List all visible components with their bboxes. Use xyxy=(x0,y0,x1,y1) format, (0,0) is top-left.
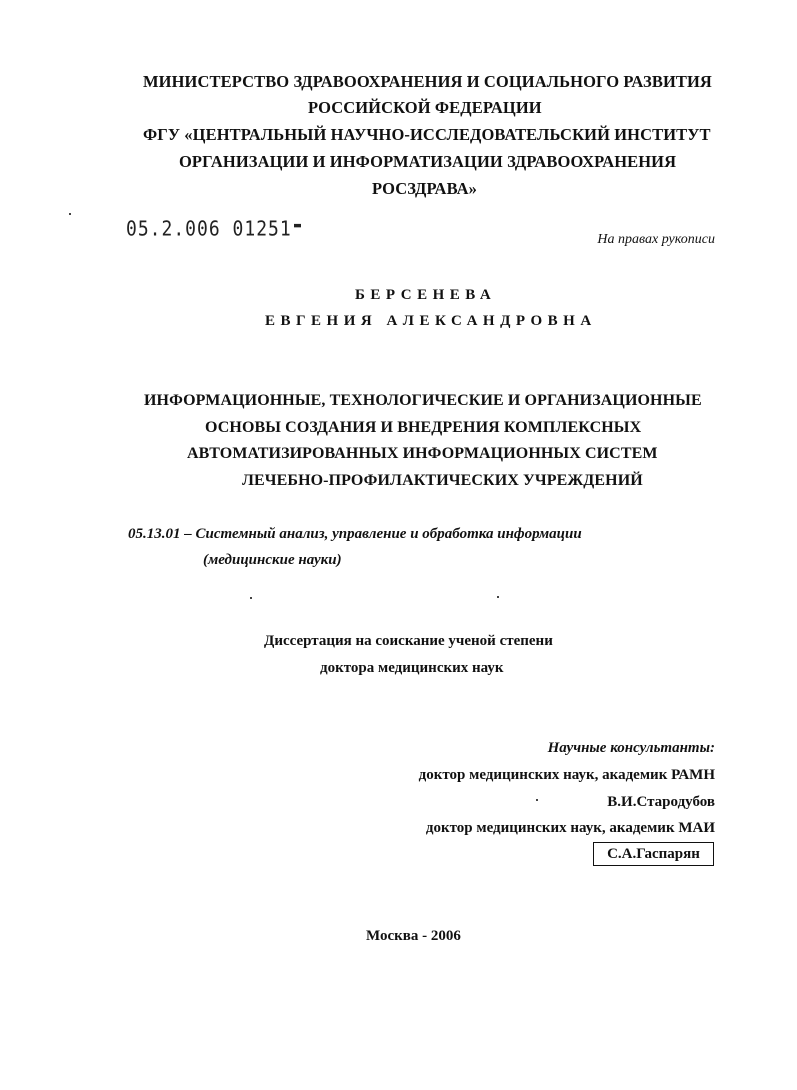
institute-line-2: ОРГАНИЗАЦИИ И ИНФОРМАТИЗАЦИИ ЗДРАВООХРАНЕНИЯ xyxy=(179,152,677,171)
title-line-3: АВТОМАТИЗИРОВАННЫХ ИНФОРМАЦИОННЫХ СИСТЕМ xyxy=(187,445,658,462)
specialty-field: (медицинские науки) xyxy=(203,552,342,568)
degree-line-1: Диссертация на соискание ученой степени xyxy=(264,633,553,649)
title-line-1: ИНФОРМАЦИОННЫЕ, ТЕХНОЛОГИЧЕСКИЕ И ОРГАНИЗАЦИОННЫЕ xyxy=(144,392,702,409)
institute-line-3: РОСЗДРАВА» xyxy=(372,179,478,198)
consultant-2-title: доктор медицинских наук, академик МАИ xyxy=(425,820,715,836)
federation-line: РОССИЙСКОЙ ФЕДЕРАЦИИ xyxy=(308,98,542,117)
consultant-2-name: С.А.Гаспарян xyxy=(593,842,714,866)
stamp-dash xyxy=(294,223,301,226)
author-name: ЕВГЕНИЯ АЛЕКСАНДРОВНА xyxy=(265,313,597,329)
ministry-line: МИНИСТЕРСТВО ЗДРАВООХРАНЕНИЯ И СОЦИАЛЬНОГО РАЗВИТИЯ xyxy=(143,72,712,91)
title-line-4: ЛЕЧЕБНО-ПРОФИЛАКТИЧЕСКИХ УЧРЕЖДЕНИЙ xyxy=(242,472,643,489)
consultants-heading: Научные консультанты: xyxy=(547,740,715,756)
consultant-1-name: В.И.Стародубов xyxy=(607,794,715,810)
stamp-number: 05.2.006 01251 xyxy=(126,217,292,242)
scan-speck xyxy=(69,213,71,215)
scan-speck xyxy=(250,597,252,599)
specialty-code: 05.13.01 – Системный анализ, управление и обработка информации xyxy=(128,526,582,542)
scan-speck xyxy=(497,596,499,598)
library-stamp xyxy=(126,217,301,241)
title-line-2: ОСНОВЫ СОЗДАНИЯ И ВНЕДРЕНИЯ КОМПЛЕКСНЫХ xyxy=(205,419,642,436)
institute-line: ФГУ «ЦЕНТРАЛЬНЫЙ НАУЧНО-ИССЛЕДОВАТЕЛЬСКИЙ ИНСТИТУТ xyxy=(143,125,711,144)
degree-line-2: доктора медицинских наук xyxy=(320,660,504,676)
city-year: Москва - 2006 xyxy=(366,928,461,944)
author-surname: БЕРСЕНЕВА xyxy=(355,287,497,303)
scan-speck xyxy=(536,799,538,801)
consultant-1-title: доктор медицинских наук, академик РАМН xyxy=(418,767,715,783)
manuscript-rights: На правах рукописи xyxy=(597,232,715,247)
